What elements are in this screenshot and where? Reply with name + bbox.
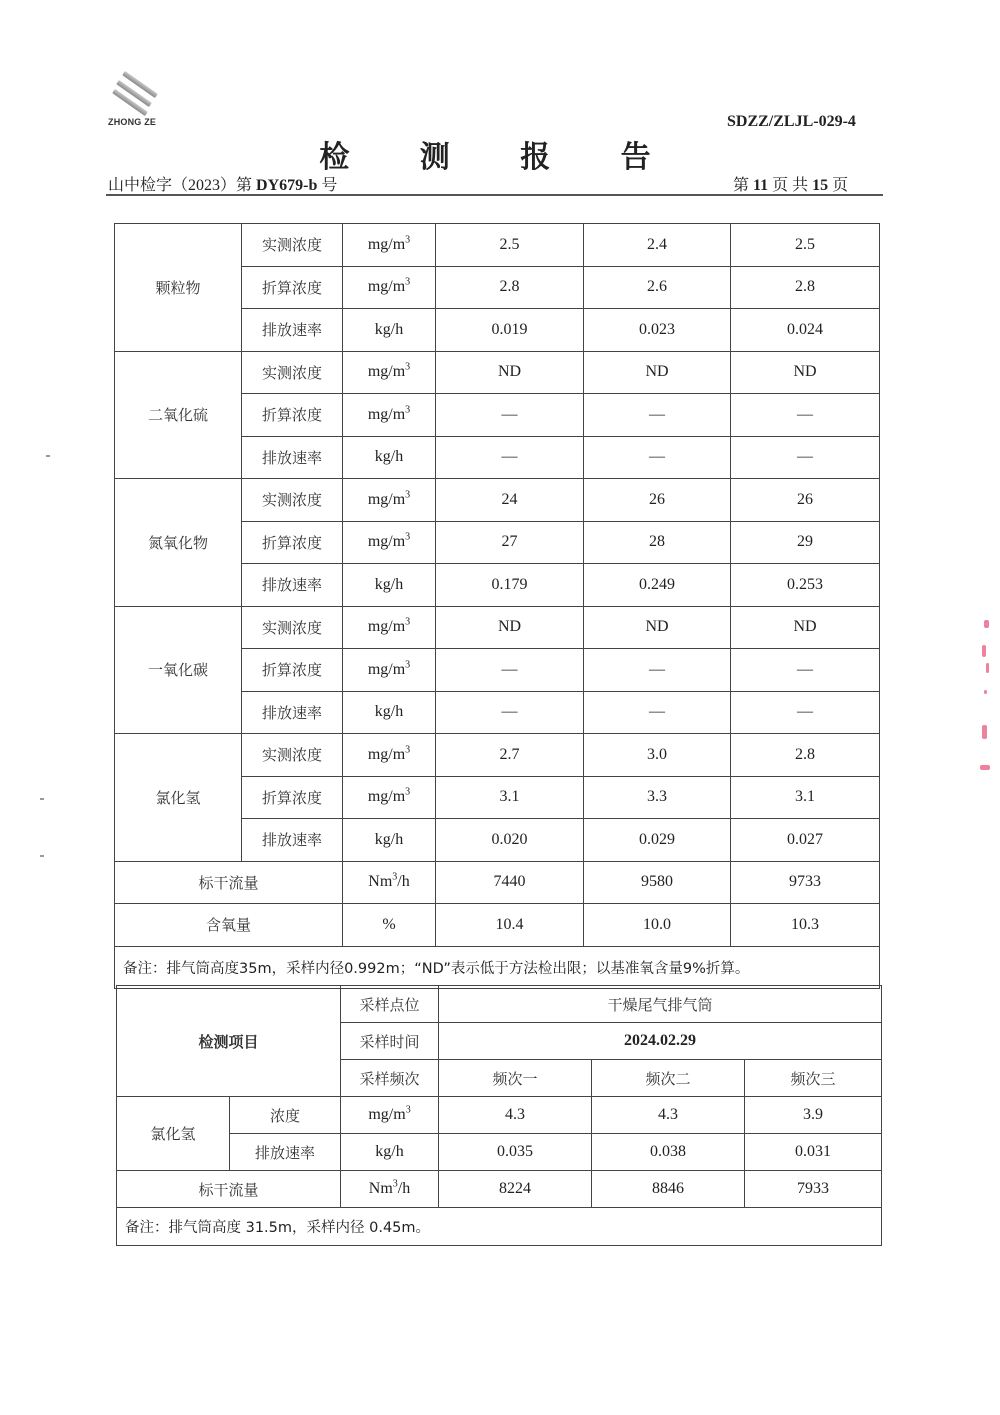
unit-text: kg/h: [374, 703, 404, 721]
unit-superscript: 3: [405, 1104, 411, 1116]
unit-text: mg/m: [367, 235, 406, 253]
value-cell: 28: [584, 521, 731, 564]
value-cell: 8224: [439, 1171, 592, 1208]
value-cell: 9733: [731, 861, 880, 904]
unit-cell: [343, 776, 436, 819]
value-cell: 3.0: [584, 734, 731, 777]
pollutant-name: 氮氧化物: [115, 479, 242, 607]
value-cell: 0.029: [584, 819, 731, 862]
unit-cell: [341, 1134, 439, 1171]
value-cell: 27: [436, 521, 584, 564]
unit-text: kg/h: [374, 575, 404, 593]
item-header: 检测项目: [117, 986, 341, 1097]
flow-label: 标干流量: [117, 1171, 341, 1208]
page-suffix: 页: [828, 177, 849, 194]
hcl-results-table: [116, 985, 882, 1246]
value-cell: ND: [584, 606, 731, 649]
scan-speck: [40, 798, 44, 800]
page-mid: 页 共: [768, 177, 813, 194]
table-row: [115, 224, 880, 267]
value-cell: —: [584, 691, 731, 734]
parameter-name: 实测浓度: [242, 479, 343, 522]
seal-stamp-edge: [978, 615, 992, 785]
parameter-name: 排放速率: [242, 691, 343, 734]
unit-superscript: 3: [405, 276, 411, 288]
unit-superscript: 3: [405, 659, 411, 671]
parameter-name: 实测浓度: [242, 224, 343, 267]
unit-superscript: 3: [405, 531, 411, 543]
value-cell: 3.9: [745, 1097, 882, 1134]
flow-label: 标干流量: [115, 861, 343, 904]
unit-text: kg/h: [374, 448, 404, 466]
unit-superscript: 3: [405, 234, 411, 246]
value-cell: 0.019: [436, 309, 584, 352]
value-cell: 2.5: [731, 224, 880, 267]
unit-text: %: [382, 915, 396, 933]
value-cell: ND: [436, 606, 584, 649]
table-row: [117, 1134, 882, 1171]
unit-superscript: 3: [392, 1178, 398, 1190]
location-value: 干燥尾气排气筒: [439, 986, 882, 1023]
value-cell: 2.7: [436, 734, 584, 777]
time-label: 采样时间: [341, 1023, 439, 1060]
value-cell: 0.035: [439, 1134, 592, 1171]
value-cell: 3.1: [436, 776, 584, 819]
unit-cell: [343, 521, 436, 564]
value-cell: 3.3: [584, 776, 731, 819]
scan-speck: [46, 455, 50, 457]
table-row: [117, 1208, 882, 1246]
page-title: 检 测 报 告: [319, 140, 681, 175]
document-code: SDZZ/ZLJL-029-4: [727, 113, 856, 130]
unit-superscript: 3: [405, 616, 411, 628]
table-row: [117, 1171, 882, 1208]
parameter-name: 折算浓度: [242, 266, 343, 309]
unit-text: kg/h: [375, 1143, 404, 1160]
unit-text: mg/m: [367, 618, 406, 636]
parameter-name: 折算浓度: [242, 649, 343, 692]
table-header-row: [117, 986, 882, 1023]
parameter-name: 实测浓度: [242, 734, 343, 777]
unit-text: mg/m: [367, 363, 406, 381]
value-cell: 0.038: [592, 1134, 745, 1171]
emission-results-table: [114, 223, 880, 989]
parameter-name: 折算浓度: [242, 521, 343, 564]
unit-cell: [343, 904, 436, 947]
frequency-header: 频次一: [439, 1060, 592, 1097]
pollutant-name: 二氧化硫: [115, 351, 242, 479]
parameter-name: 排放速率: [242, 819, 343, 862]
header-divider: [106, 194, 883, 196]
unit-text: mg/m: [367, 745, 406, 763]
logo-text: ZHONG ZE: [108, 117, 157, 127]
value-cell: 0.031: [745, 1134, 882, 1171]
value-cell: 7440: [436, 861, 584, 904]
unit-cell: [343, 436, 436, 479]
value-cell: —: [436, 649, 584, 692]
value-cell: 0.020: [436, 819, 584, 862]
value-cell: 4.3: [592, 1097, 745, 1134]
page-indicator: [733, 172, 848, 195]
unit-superscript: 3: [405, 489, 411, 501]
company-logo: [106, 74, 166, 130]
unit-cell: [343, 691, 436, 734]
value-cell: 10.0: [584, 904, 731, 947]
table-row: [115, 904, 880, 947]
parameter-name: 排放速率: [242, 564, 343, 607]
time-value: 2024.02.29: [439, 1023, 882, 1060]
unit-cell: [343, 224, 436, 267]
unit-text: Nm: [368, 873, 393, 891]
frequency-label: 采样频次: [341, 1060, 439, 1097]
unit-cell: [343, 266, 436, 309]
unit-cell: [341, 1097, 439, 1134]
value-cell: 29: [731, 521, 880, 564]
value-cell: —: [731, 394, 880, 437]
value-cell: —: [436, 691, 584, 734]
unit-tail: /h: [397, 1180, 411, 1197]
report-number-prefix: 山中检字（2023）第: [108, 177, 257, 194]
unit-superscript: 3: [405, 404, 411, 416]
parameter-name: 浓度: [230, 1097, 341, 1134]
unit-text: kg/h: [374, 320, 404, 338]
page-prefix: 第: [733, 177, 754, 194]
unit-cell: [343, 819, 436, 862]
parameter-name: 实测浓度: [242, 351, 343, 394]
unit-cell: [343, 309, 436, 352]
value-cell: —: [584, 394, 731, 437]
unit-cell: [343, 734, 436, 777]
location-label: 采样点位: [341, 986, 439, 1023]
unit-cell: [343, 479, 436, 522]
value-cell: ND: [731, 351, 880, 394]
oxygen-label: 含氧量: [115, 904, 343, 947]
value-cell: ND: [731, 606, 880, 649]
value-cell: 0.027: [731, 819, 880, 862]
report-number-code: DY679-b: [256, 177, 318, 194]
value-cell: 8846: [592, 1171, 745, 1208]
unit-text: mg/m: [367, 533, 406, 551]
frequency-header: 频次二: [592, 1060, 745, 1097]
value-cell: ND: [584, 351, 731, 394]
parameter-name: 排放速率: [242, 309, 343, 352]
value-cell: 0.249: [584, 564, 731, 607]
unit-text: mg/m: [367, 490, 406, 508]
parameter-name: 折算浓度: [242, 776, 343, 819]
value-cell: 2.8: [436, 266, 584, 309]
value-cell: 9580: [584, 861, 731, 904]
value-cell: —: [436, 394, 584, 437]
report-number: [108, 172, 337, 195]
frequency-header: 频次三: [745, 1060, 882, 1097]
unit-superscript: 3: [405, 786, 411, 798]
unit-superscript: 3: [405, 744, 411, 756]
table-row: [115, 606, 880, 649]
unit-tail: /h: [397, 873, 410, 891]
pollutant-name: 一氧化碳: [115, 606, 242, 734]
value-cell: —: [436, 436, 584, 479]
unit-text: Nm: [368, 1180, 393, 1197]
value-cell: 2.8: [731, 734, 880, 777]
pollutant-name: 氯化氢: [117, 1097, 230, 1171]
value-cell: 2.8: [731, 266, 880, 309]
table-note: 备注：排气筒高度35m，采样内径0.992m；“ND”表示低于方法检出限；以基准氧含量9%折算。: [115, 946, 880, 989]
value-cell: —: [731, 649, 880, 692]
unit-superscript: 3: [405, 361, 411, 373]
pollutant-name: 氯化氢: [115, 734, 242, 862]
unit-superscript: 3: [392, 871, 398, 883]
unit-cell: [343, 394, 436, 437]
unit-text: mg/m: [368, 1106, 406, 1123]
value-cell: —: [584, 436, 731, 479]
parameter-name: 实测浓度: [242, 606, 343, 649]
unit-text: mg/m: [367, 405, 406, 423]
unit-text: kg/h: [374, 830, 404, 848]
value-cell: 0.024: [731, 309, 880, 352]
value-cell: 2.4: [584, 224, 731, 267]
table-row: [115, 734, 880, 777]
value-cell: 0.253: [731, 564, 880, 607]
value-cell: 4.3: [439, 1097, 592, 1134]
value-cell: 2.6: [584, 266, 731, 309]
unit-text: mg/m: [367, 278, 406, 296]
page-total: 15: [812, 177, 829, 194]
unit-cell: [343, 564, 436, 607]
unit-text: mg/m: [367, 660, 406, 678]
value-cell: 0.023: [584, 309, 731, 352]
value-cell: ND: [436, 351, 584, 394]
value-cell: 24: [436, 479, 584, 522]
value-cell: —: [731, 436, 880, 479]
value-cell: 3.1: [731, 776, 880, 819]
value-cell: 7933: [745, 1171, 882, 1208]
unit-cell: [343, 606, 436, 649]
value-cell: 2.5: [436, 224, 584, 267]
value-cell: 10.4: [436, 904, 584, 947]
table-row: [115, 351, 880, 394]
unit-cell: [341, 1171, 439, 1208]
table-row: [117, 1097, 882, 1134]
scan-speck: [40, 855, 44, 857]
value-cell: 26: [731, 479, 880, 522]
unit-text: mg/m: [367, 788, 406, 806]
parameter-name: 排放速率: [230, 1134, 341, 1171]
table-row: [115, 479, 880, 522]
value-cell: —: [584, 649, 731, 692]
table-row: [115, 946, 880, 989]
report-number-suffix: 号: [317, 177, 338, 194]
table-row: [115, 861, 880, 904]
value-cell: 0.179: [436, 564, 584, 607]
value-cell: —: [731, 691, 880, 734]
value-cell: 26: [584, 479, 731, 522]
parameter-name: 排放速率: [242, 436, 343, 479]
unit-cell: [343, 649, 436, 692]
pollutant-name: 颗粒物: [115, 224, 242, 352]
parameter-name: 折算浓度: [242, 394, 343, 437]
page-current: 11: [753, 177, 769, 194]
value-cell: 10.3: [731, 904, 880, 947]
table-note: 备注：排气筒高度 31.5m，采样内径 0.45m。: [117, 1208, 882, 1246]
unit-cell: [343, 861, 436, 904]
unit-cell: [343, 351, 436, 394]
